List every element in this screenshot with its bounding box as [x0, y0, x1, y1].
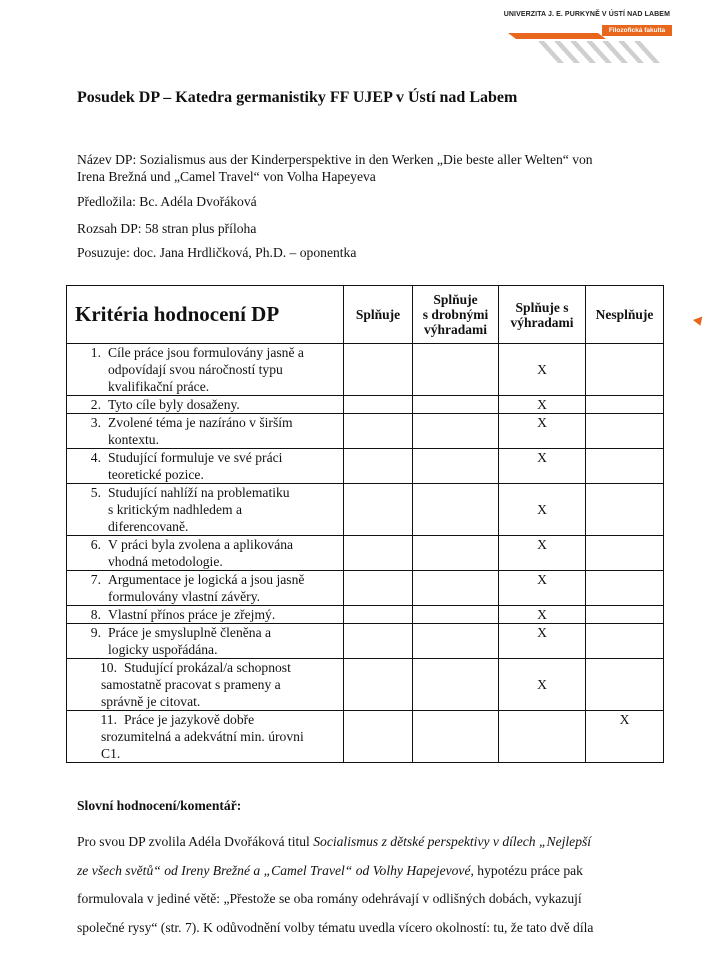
- criterion-number: 7.: [90, 572, 101, 587]
- does-not-meet-column-header: Nesplňuje: [586, 286, 664, 344]
- criteria-table-body: [67, 344, 664, 763]
- rating-cell: [344, 414, 413, 449]
- criterion-text-cell: [67, 344, 344, 396]
- rating-cell: [344, 624, 413, 659]
- reservations-column-header: [499, 286, 586, 344]
- rating-mark: X: [499, 449, 586, 484]
- rating-cell: [413, 606, 499, 624]
- criterion-text-continued: diferencovaně.: [108, 519, 189, 534]
- university-logo: [503, 11, 672, 63]
- criteria-row: [67, 624, 664, 659]
- rating-cell: [586, 606, 664, 624]
- comment-italic-title: ze všech světů“ od Ireny Brežné a „Camel Travel“ od Volhy Hapejevové: [77, 862, 471, 878]
- criterion-text-continued: formulovány vlastní závěry.: [108, 589, 261, 604]
- rating-cell: [413, 414, 499, 449]
- rating-cell: [586, 396, 664, 414]
- criterion-text-continued: srozumitelná a adekvátní min. úrovni: [101, 729, 304, 744]
- criterion-text: Vlastní přínos práce je zřejmý.: [108, 607, 276, 622]
- criteria-row: [67, 344, 664, 396]
- comment-text: Pro svou DP zvolila Adéla Dvořáková titul: [77, 834, 314, 849]
- rating-cell: [413, 571, 499, 606]
- criterion-text-continued: správně je citovat.: [101, 694, 201, 709]
- page-edge-marker-icon: [693, 317, 705, 328]
- rating-cell: [344, 711, 413, 763]
- rating-cell: [499, 711, 586, 763]
- criterion-number: 10.: [100, 660, 117, 675]
- comment-italic-title: Socialismus z dětské perspektivy v dílech „Nejlepší: [313, 834, 592, 849]
- submitted-by: Předložila: Bc. Adéla Dvořáková: [77, 194, 257, 209]
- criterion-number: 5.: [90, 485, 101, 500]
- criterion-number: 3.: [90, 415, 101, 430]
- rating-mark: X: [499, 484, 586, 536]
- criteria-row: [67, 414, 664, 449]
- criterion-text-cell: [67, 659, 344, 711]
- criteria-header-row: [67, 286, 664, 344]
- rating-cell: [586, 344, 664, 396]
- document-title: Posudek DP – Katedra germanistiky FF UJEP v Ústí nad Labem: [77, 89, 518, 106]
- criterion-text-cell: [67, 711, 344, 763]
- rating-mark: X: [499, 659, 586, 711]
- criterion-number: 4.: [90, 450, 101, 465]
- comment-heading: Slovní hodnocení/komentář:: [77, 798, 242, 813]
- criterion-first-line: [67, 396, 340, 413]
- rating-cell: [344, 659, 413, 711]
- criterion-first-line: [67, 414, 340, 431]
- thesis-title-line-2: Irena Brežná und „Camel Travel“ von Volha Hapeyeva: [77, 169, 376, 184]
- university-name: UNIVERZITA J. E. PURKYNĚ V ÚSTÍ NAD LABEM: [503, 11, 670, 18]
- rating-mark: X: [499, 536, 586, 571]
- criterion-text-cell: [67, 536, 344, 571]
- criterion-text-cell: [67, 414, 344, 449]
- rating-cell: [413, 344, 499, 396]
- comment-line-1: [77, 828, 665, 857]
- rating-cell: [586, 659, 664, 711]
- criterion-number: 8.: [90, 607, 101, 622]
- criterion-text: Práce je smysluplně členěna a: [108, 625, 272, 640]
- criteria-row: [67, 711, 664, 763]
- criterion-first-line: [67, 606, 340, 623]
- rating-cell: [344, 449, 413, 484]
- criterion-first-line: [67, 536, 340, 553]
- criterion-text: Práce je jazykově dobře: [124, 712, 255, 727]
- rating-cell: [413, 624, 499, 659]
- reservations-header-line-2: výhradami: [510, 314, 574, 330]
- rating-cell: [344, 606, 413, 624]
- criterion-number: 9.: [90, 625, 101, 640]
- criterion-text-continued: C1.: [101, 746, 121, 761]
- criterion-text: Studující formuluje ve své práci: [108, 450, 283, 465]
- criteria-row: [67, 484, 664, 536]
- rating-cell: [344, 571, 413, 606]
- rating-cell: [586, 571, 664, 606]
- reviewer: Posuzuje: doc. Jana Hrdličková, Ph.D. – oponentka: [77, 245, 357, 260]
- rating-cell: [413, 484, 499, 536]
- criterion-text: Argumentace je logická a jsou jasně: [108, 572, 305, 587]
- rating-cell: [586, 536, 664, 571]
- faculty-badge: Filozofická fakulta: [602, 25, 672, 36]
- comment-line-3: formulovala v jediné větě: „Přestože se oba romány odehrávají v odlišných dobách, vykazují: [77, 891, 582, 906]
- rating-mark: X: [499, 606, 586, 624]
- criterion-text-continued: kontextu.: [108, 432, 159, 447]
- criterion-text: Zvolené téma je nazíráno v širším: [108, 415, 293, 430]
- criterion-text-cell: [67, 571, 344, 606]
- rating-cell: [586, 449, 664, 484]
- thesis-extent: Rozsah DP: 58 stran plus příloha: [77, 221, 257, 236]
- meets-column-header: Splňuje: [344, 286, 413, 344]
- comment-line-4: společné rysy“ (str. 7). K odůvodnění volby tématu uvedla vícero okolností: tu, že tato dvě díla: [77, 919, 594, 935]
- criterion-text-cell: [67, 396, 344, 414]
- criterion-text-cell: [67, 606, 344, 624]
- criterion-text-continued: vhodná metodologie.: [108, 554, 223, 569]
- minor-reservations-column-header: [413, 286, 499, 344]
- rating-cell: [344, 396, 413, 414]
- criterion-text-continued: teoretické pozice.: [108, 467, 204, 482]
- criterion-text-cell: [67, 624, 344, 659]
- criterion-text: Cíle práce jsou formulovány jasně a: [108, 345, 304, 360]
- minor-header-line-1: Splňuje: [433, 292, 478, 307]
- rating-cell: [586, 484, 664, 536]
- criterion-text-cell: [67, 449, 344, 484]
- rating-cell: [413, 659, 499, 711]
- rating-cell: [344, 536, 413, 571]
- comment-paragraph: [77, 828, 665, 942]
- criteria-table: [66, 285, 664, 763]
- rating-mark: X: [499, 344, 586, 396]
- thesis-title-line-1: Název DP: Sozialismus aus der Kinderperspektive in den Werken „Die beste aller Welten“ von: [77, 152, 593, 167]
- criterion-first-line: [67, 344, 340, 361]
- minor-header-line-3: výhradami: [423, 322, 487, 337]
- thesis-title: [77, 151, 593, 185]
- criterion-text-continued: odpovídají svou náročností typu: [108, 362, 283, 377]
- criterion-text: Studující nahlíží na problematiku: [108, 485, 290, 500]
- criteria-row: [67, 606, 664, 624]
- logo-stripes-icon: [508, 31, 673, 65]
- comment-text: , hypotézu práce pak: [470, 862, 583, 878]
- criterion-first-line: [67, 659, 340, 676]
- criterion-first-line: [67, 624, 340, 641]
- rating-cell: [344, 484, 413, 536]
- rating-cell: [413, 396, 499, 414]
- criterion-text-continued: logicky uspořádána.: [108, 642, 218, 657]
- rating-cell: [413, 449, 499, 484]
- criterion-number: 6.: [90, 537, 101, 552]
- criteria-row: [67, 571, 664, 606]
- criteria-column-header: Kritéria hodnocení DP: [67, 286, 344, 344]
- criteria-row: [67, 449, 664, 484]
- rating-mark: X: [499, 624, 586, 659]
- criterion-first-line: [67, 449, 340, 466]
- criterion-text: Tyto cíle byly dosaženy.: [108, 397, 240, 412]
- criterion-number: 2.: [90, 397, 101, 412]
- criterion-first-line: [67, 711, 340, 728]
- criterion-text: V práci byla zvolena a aplikována: [108, 537, 294, 552]
- criterion-number: 11.: [100, 712, 117, 727]
- rating-cell: [413, 711, 499, 763]
- rating-cell: [586, 624, 664, 659]
- minor-header-line-2: s drobnými: [422, 307, 489, 322]
- reservations-header-line-1: Splňuje s: [515, 299, 569, 315]
- criterion-first-line: [67, 484, 340, 501]
- criteria-row: [67, 396, 664, 414]
- comment-line-2: [77, 857, 665, 886]
- rating-mark: X: [499, 571, 586, 606]
- criteria-row: [67, 536, 664, 571]
- rating-mark: X: [586, 711, 664, 763]
- rating-mark: X: [499, 414, 586, 449]
- rating-mark: X: [499, 396, 586, 414]
- criteria-row: [67, 659, 664, 711]
- rating-cell: [413, 536, 499, 571]
- rating-cell: [586, 414, 664, 449]
- criterion-text-cell: [67, 484, 344, 536]
- criterion-text-continued: s kritickým nadhledem a: [108, 502, 243, 517]
- criterion-number: 1.: [90, 345, 101, 360]
- rating-cell: [344, 344, 413, 396]
- criterion-text-continued: kvalifikační práce.: [108, 379, 210, 394]
- criterion-text-continued: samostatně pracovat s prameny a: [101, 677, 281, 692]
- criterion-text: Studující prokázal/a schopnost: [124, 660, 291, 675]
- criterion-first-line: [67, 571, 340, 588]
